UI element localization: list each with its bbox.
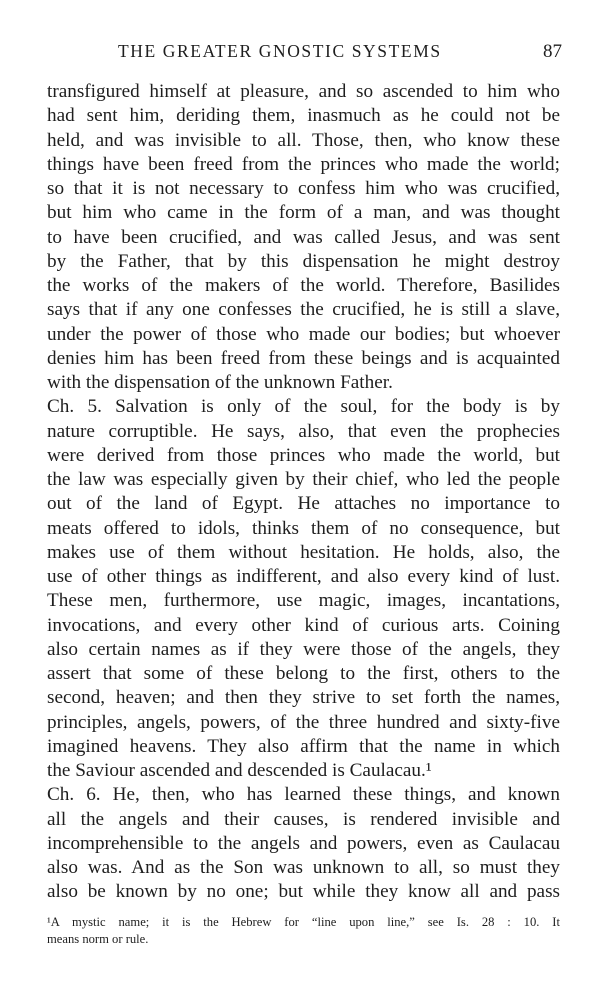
text-line: held, and was invisible to all. Those, then, who know these <box>47 129 560 151</box>
text-line: things have been freed from the princes who made the world; <box>47 153 560 175</box>
text-line: all the angels and their causes, is rendered invisible and <box>47 808 560 830</box>
text-line: the law was especially given by their chief, who led the people <box>47 469 560 490</box>
text-line: imagined heavens. They also affirm that the name in which <box>47 735 560 757</box>
text-line: says that if any one confesses the crucified, he is still a slave, <box>47 299 560 321</box>
text-line: out of the land of Egypt. He attaches no importance to <box>47 493 560 515</box>
text-line: nature corruptible. He says, also, that even the prophecies <box>47 420 560 442</box>
text-line: assert that some of these belong to the first, others to the <box>47 663 560 684</box>
text-line: invocations, and every other kind of curious arts. Coining <box>47 614 560 636</box>
text-line: also was. And as the Son was unknown to all, so must they <box>47 857 560 878</box>
text-line: transfigured himself at pleasure, and so ascended to him who <box>47 81 560 102</box>
running-title: THE GREATER GNOSTIC SYSTEMS <box>118 41 442 61</box>
text-line: denies him has been freed from these beings and is acquainted <box>47 347 560 369</box>
text-line: so that it is not necessary to confess him who was crucified, <box>47 178 560 199</box>
text-line: use of other things as indifferent, and also every kind of lust. <box>47 566 560 587</box>
text-line: Ch. 5. Salvation is only of the soul, for the body is by <box>47 396 560 418</box>
text-line: under the power of those who made our bodies; but whoever <box>47 323 560 345</box>
text-line: also certain names as if they were those of the angels, they <box>47 638 560 660</box>
text-line: were derived from those princes who made the world, but <box>47 444 560 466</box>
body-text <box>47 80 560 905</box>
text-line: to have been crucified, and was called Jesus, and was sent <box>47 226 560 248</box>
text-line: but him who came in the form of a man, and was thought <box>47 202 560 224</box>
text-line: incomprehensible to the angels and powers, even as Caulacau <box>47 832 560 854</box>
running-head <box>0 41 607 71</box>
footnote-line: ¹A mystic name; it is the Hebrew for “line upon line,” see Is. 28 : 10. It <box>47 915 560 929</box>
text-line: Ch. 6. He, then, who has learned these things, and known <box>47 784 560 806</box>
text-line: meats offered to idols, thinks them of no consequence, but <box>47 517 560 539</box>
text-line: also be known by no one; but while they know all and pass <box>47 881 560 903</box>
footnote-line: means norm or rule. <box>47 932 149 946</box>
text-line: principles, angels, powers, of the three hundred and sixty-five <box>47 711 560 733</box>
page-number: 87 <box>543 41 562 62</box>
text-line: second, heaven; and then they strive to set forth the names, <box>47 687 560 709</box>
text-line: These men, furthermore, use magic, images, incantations, <box>47 590 560 612</box>
text-line: by the Father, that by this dispensation he might destroy <box>47 250 560 272</box>
text-line: the works of the makers of the world. Therefore, Basilides <box>47 275 560 296</box>
footnote <box>47 914 560 948</box>
text-line: with the dispensation of the unknown Father. <box>47 372 393 393</box>
text-line: makes use of them without hesitation. He holds, also, the <box>47 541 560 563</box>
text-line: had sent him, deriding them, inasmuch as he could not be <box>47 105 560 127</box>
text-line: the Saviour ascended and descended is Caulacau.¹ <box>47 760 432 781</box>
